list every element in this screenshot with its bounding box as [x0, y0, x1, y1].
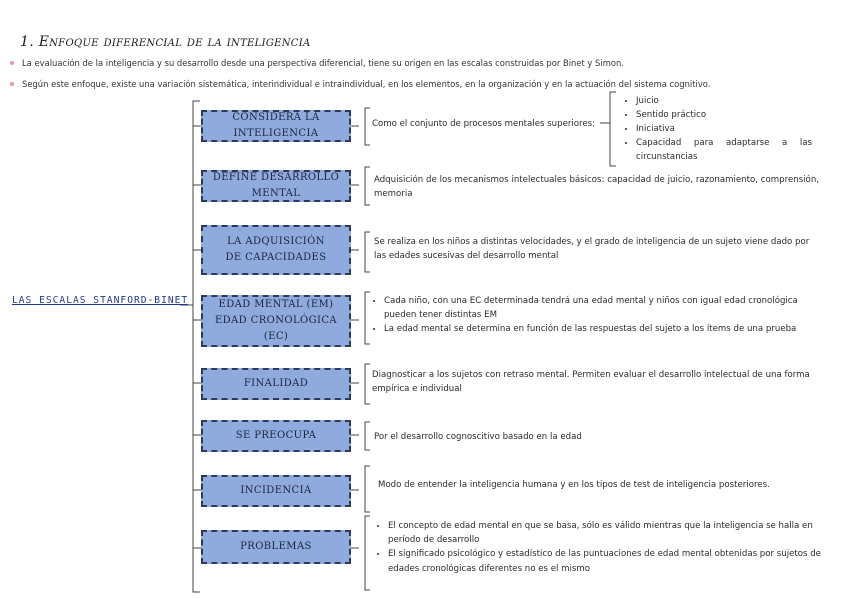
desc-adquisicion: Se realiza en los niños a distintas velocidades, y el grado de inteligencia de un sujeto viene dado por las edades sucesivas del desarrollo mental: [374, 237, 810, 262]
intro-text-2: Según este enfoque, existe una variación sistemática, interindividual e intraindividual, en los elementos, en la organización y en la actuación del sistema cognitivo.: [22, 79, 711, 89]
node-label: SE PREOCUPA: [235, 430, 317, 441]
intro-text-1: La evaluación de la inteligencia y su desarrollo desde una perspectiva diferencial, tiene su origen en las escalas construidas por Binet y Simon.: [22, 58, 624, 68]
node-preocupa: [201, 420, 351, 452]
node-label: LA ADQUISICIÓN DE CAPACIDADES: [225, 236, 327, 263]
node-label: PROBLEMAS: [240, 541, 312, 552]
list-item: • Juicio: [636, 95, 812, 109]
desc-edad: [370, 294, 825, 337]
node-adquisicion: [201, 225, 351, 275]
capacidades-list: [622, 95, 812, 165]
desc-preocupa: Por el desarrollo cognoscitivo basado en la edad: [374, 432, 582, 442]
page-title: 1. Enfoque diferencial de la inteligencia: [20, 34, 311, 50]
desc-finalidad: Diagnosticar a los sujetos con retraso mental. Permiten evaluar el desarrollo intelectual de una forma empírica e individual: [372, 370, 810, 395]
node-edad: [201, 295, 351, 347]
node-label: FINALIDAD: [243, 378, 309, 389]
list-item: • La edad mental se determina en función de las respuestas del sujeto a los ítems de una prueba: [384, 322, 825, 336]
desc-problemas: [374, 519, 829, 576]
desc-incidencia: Modo de entender la inteligencia humana y en los tipos de test de inteligencia posteriores.: [378, 480, 770, 490]
root-node-label: LAS ESCALAS STANFORD-BINET: [12, 295, 189, 306]
list-item: • El concepto de edad mental en que se basa, sólo es válido mientras que la inteligencia se halla en período de desarrollo: [388, 519, 829, 547]
list-item: • Sentido práctico: [636, 109, 812, 123]
node-considera: [201, 110, 351, 142]
desc-considera: Como el conjunto de procesos mentales superiores:: [372, 119, 596, 129]
list-item: • Iniciativa: [636, 123, 812, 137]
node-label: DEFINE DESARROLLO MENTAL: [212, 172, 340, 199]
list-item: • Capacidad para adaptarse a las circunstancias: [636, 137, 812, 165]
node-problemas: [201, 530, 351, 564]
list-item: • Cada niño, con una EC determinada tendrá una edad mental y niños con igual edad cronológica pueden tener distintas EM: [384, 294, 825, 322]
node-label-2: EDAD CRONOLÓGICA (EC): [214, 315, 338, 342]
node-label: EDAD MENTAL (EM): [218, 299, 334, 310]
node-finalidad: [201, 368, 351, 400]
desc-define: Adquisición de los mecanismos intelectuales básicos: capacidad de juicio, razonamiento, comprensión, memoria: [374, 175, 819, 200]
node-incidencia: [201, 475, 351, 507]
node-label: CONSIDERA LA INTELIGENCIA: [232, 112, 320, 139]
node-define: [201, 170, 351, 202]
node-label: INCIDENCIA: [240, 485, 312, 496]
list-item: • El significado psicológico y estadístico de las puntuaciones de edad mental obtenidas por sujetos de edades cronológicas diferentes no es el mismo: [388, 547, 829, 575]
